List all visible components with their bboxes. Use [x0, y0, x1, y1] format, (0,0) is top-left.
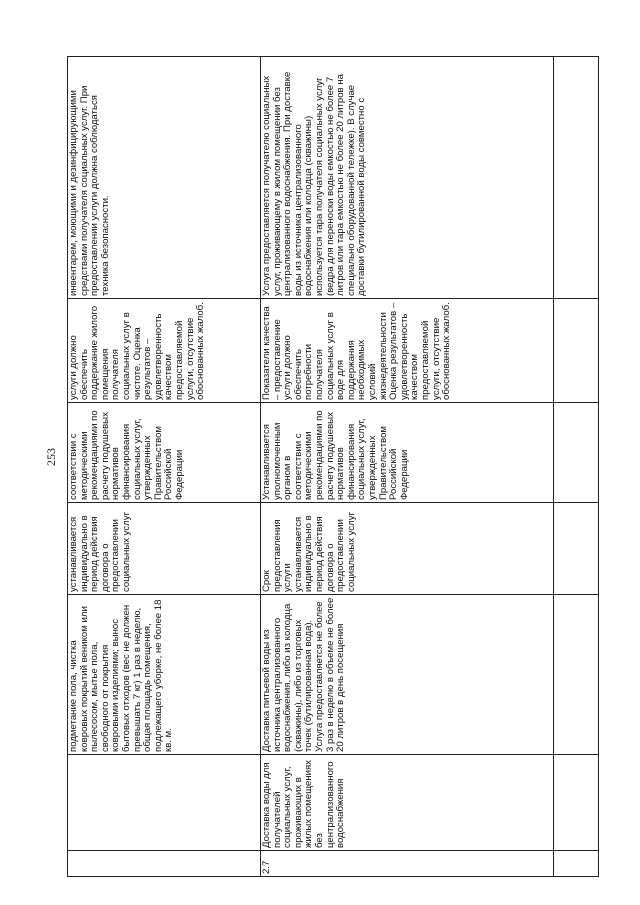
empty-cell: [554, 595, 599, 755]
empty-cell: [554, 403, 599, 503]
cell-service-name: Доставка воды для получателей социальных услуг, проживающих в жилых помещениях без централизованного водоснабжения: [261, 755, 554, 851]
cell-term: Срок предоставления услуги устанавливается индивидуально в период действия договора о предоставлении социальных услуг: [261, 503, 554, 595]
cell-conditions: Услуга предоставляется получателю социальных услуг, проживающему в жилом помещении без централизованного водоснабжения. При доставке воды из источника централизованного водоснабжения или колодца (скважины) используется тара получателя социальных услуг (ведра для переноски воды емкостью не более 7 литров или тара емкостью не более 20 литров на специально оборудованной тележке). В случае доставки бутилированной воды совместно с: [261, 57, 554, 299]
table-row: [68, 57, 261, 877]
empty-cell: [554, 851, 599, 877]
table-row-empty: [554, 57, 599, 877]
cell-quality: услуги должно обеспечить поддержание жилого помещения получателя социальных услуг в чистоте. Оценка результатов – удовлетворенность качеством предоставляемой услуги, отсутствие обоснованных жалоб.: [68, 299, 261, 403]
table-row: [261, 57, 554, 877]
services-table: [67, 56, 599, 877]
cell-conditions: инвентарем, моющими и дезинфицирующими средствами получателя социальных услуг. При предоставлении услуги должна соблюдаться техника безопасности.: [68, 57, 261, 299]
cell-number: 2.7: [261, 851, 554, 877]
empty-cell: [554, 503, 599, 595]
page-number: 253: [44, 448, 58, 466]
cell-service-content: Доставка питьевой воды из источника централизованного водоснабжения, либо из колодца (скважины), либо из торговых точек (бутилированная вода). Услуга предоставляется не более 3 раз в неделю в объеме не более 20 литров в день посещения: [261, 595, 554, 755]
empty-cell: [554, 755, 599, 851]
rotated-table-wrapper: [67, 57, 602, 877]
cell-norm: Устанавливается уполномоченным органом в соответствии с методическими рекомендациями по расчету подушевых нормативов финансирования социальных услуг, утвержденных Правительством Российской Федерации: [261, 403, 554, 503]
empty-cell: [554, 299, 599, 403]
cell-service-name: [68, 755, 261, 851]
cell-term: устанавливается индивидуально в период действия договора о предоставлении социальных услуг: [68, 503, 261, 595]
cell-number: [68, 851, 261, 877]
cell-service-content: подметание пола, чистка ковровых покрытий веником или пылесосом, мытье пола, свободного от покрытия ковровыми изделиями; вынос бытовых отходов (вес не должен превышать 7 кг) 1 раз в неделю, общая площадь помещения, подлежащего уборке, не более 18 кв. м.: [68, 595, 261, 755]
cell-quality: Показатели качества – предоставление услуги должно обеспечить потребности получателя социальных услуг в воде для поддержания необходимых условий жизнедеятельности Оценка результатов – удовлетворенность качеством предоставляемой услуги, отсутствие обоснованных жалоб.: [261, 299, 554, 403]
cell-norm: соответствии с методическими рекомендациями по расчету подушевых нормативов финансирования социальных услуг, утвержденных Правительством Российской Федерации: [68, 403, 261, 503]
empty-cell: [554, 57, 599, 299]
